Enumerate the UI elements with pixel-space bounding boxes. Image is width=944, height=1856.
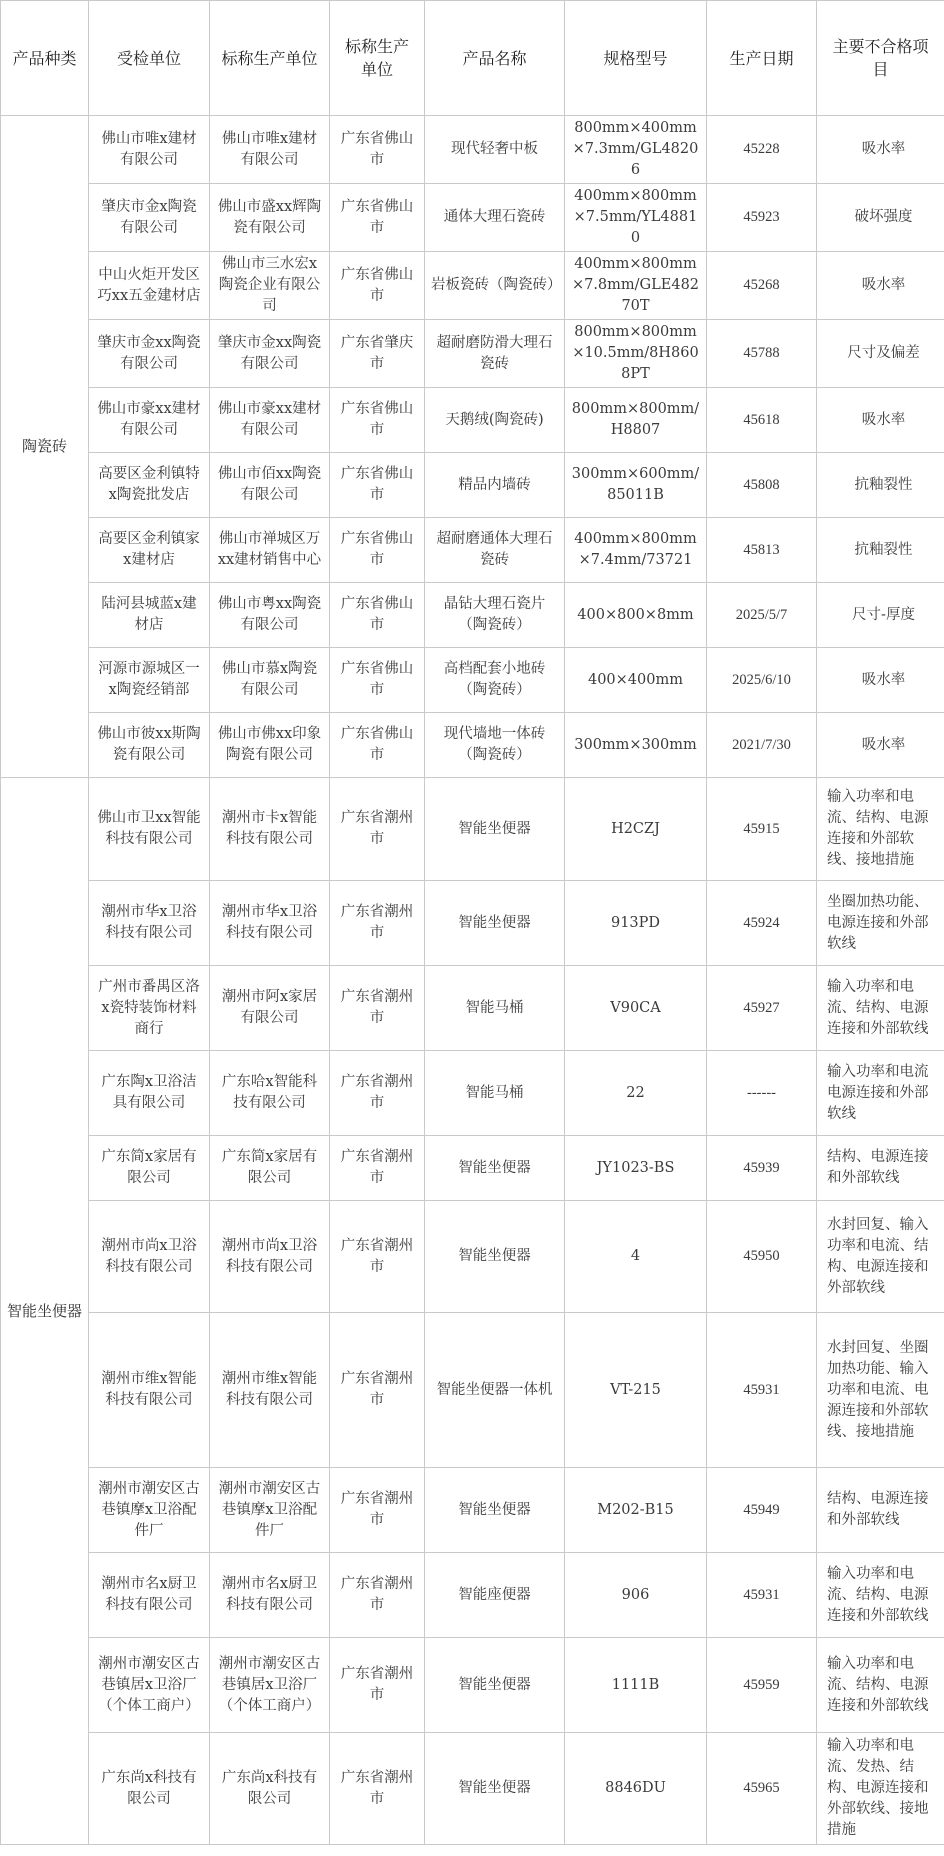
header-cell: 受检单位	[89, 1, 210, 116]
inspected-unit-cell: 高要区金利镇特x陶瓷批发店	[89, 453, 210, 518]
product-name-cell: 通体大理石瓷砖	[425, 184, 565, 252]
defect-items-cell: 结构、电源连接和外部软线	[817, 1136, 944, 1201]
inspected-unit-cell: 高要区金利镇家x建材店	[89, 518, 210, 583]
inspected-unit-cell: 佛山市彼xx斯陶瓷有限公司	[89, 713, 210, 778]
model-spec-cell: H2CZJ	[565, 778, 707, 881]
manufacturer-location-cell: 广东省佛山市	[330, 184, 425, 252]
model-spec-cell: 300mm×600mm/85011B	[565, 453, 707, 518]
defect-items-cell: 结构、电源连接和外部软线	[817, 1468, 944, 1553]
model-spec-cell: 800mm×800mm×10.5mm/8H8608PT	[565, 320, 707, 388]
product-name-cell: 智能座便器	[425, 1553, 565, 1638]
model-spec-cell: V90CA	[565, 966, 707, 1051]
model-spec-cell: 1111B	[565, 1638, 707, 1733]
product-name-cell: 现代墙地一体砖（陶瓷砖）	[425, 713, 565, 778]
inspected-unit-cell: 潮州市潮安区古巷镇居x卫浴厂（个体工商户）	[89, 1638, 210, 1733]
defect-items-cell: 输入功率和电流、发热、结构、电源连接和外部软线、接地措施	[817, 1733, 944, 1845]
table-header-row	[1, 1, 944, 116]
product-name-cell: 岩板瓷砖（陶瓷砖）	[425, 252, 565, 320]
category-cell: 陶瓷砖	[1, 116, 89, 778]
defect-items-cell: 输入功率和电流电源连接和外部软线	[817, 1051, 944, 1136]
claimed-manufacturer-cell: 潮州市尚x卫浴科技有限公司	[210, 1201, 330, 1313]
inspected-unit-cell: 广东陶x卫浴洁具有限公司	[89, 1051, 210, 1136]
defect-items-cell: 尺寸-厚度	[817, 583, 944, 648]
defect-items-cell: 吸水率	[817, 116, 944, 184]
claimed-manufacturer-cell: 潮州市阿x家居有限公司	[210, 966, 330, 1051]
claimed-manufacturer-cell: 潮州市维x智能科技有限公司	[210, 1313, 330, 1468]
table-row	[1, 1136, 944, 1201]
product-name-cell: 智能坐便器	[425, 881, 565, 966]
claimed-manufacturer-cell: 广东哈x智能科技有限公司	[210, 1051, 330, 1136]
claimed-manufacturer-cell: 佛山市三水宏x陶瓷企业有限公司	[210, 252, 330, 320]
inspected-unit-cell: 肇庆市金x陶瓷有限公司	[89, 184, 210, 252]
table-row	[1, 583, 944, 648]
production-date-cell: 45924	[707, 881, 817, 966]
defect-items-cell: 抗釉裂性	[817, 453, 944, 518]
model-spec-cell: 913PD	[565, 881, 707, 966]
manufacturer-location-cell: 广东省佛山市	[330, 713, 425, 778]
production-date-cell: 45923	[707, 184, 817, 252]
model-spec-cell: 400×800×8mm	[565, 583, 707, 648]
model-spec-cell: JY1023-BS	[565, 1136, 707, 1201]
manufacturer-location-cell: 广东省佛山市	[330, 252, 425, 320]
manufacturer-location-cell: 广东省潮州市	[330, 1553, 425, 1638]
claimed-manufacturer-cell: 佛山市盛xx辉陶瓷有限公司	[210, 184, 330, 252]
defect-items-cell: 破坏强度	[817, 184, 944, 252]
table-row	[1, 320, 944, 388]
defect-items-cell: 输入功率和电流、结构、电源连接和外部软线、接地措施	[817, 778, 944, 881]
product-name-cell: 超耐磨通体大理石瓷砖	[425, 518, 565, 583]
model-spec-cell: 400mm×800mm×7.5mm/YL48810	[565, 184, 707, 252]
claimed-manufacturer-cell: 佛山市慕x陶瓷有限公司	[210, 648, 330, 713]
production-date-cell: 45931	[707, 1313, 817, 1468]
production-date-cell: ------	[707, 1051, 817, 1136]
claimed-manufacturer-cell: 潮州市潮安区古巷镇摩x卫浴配件厂	[210, 1468, 330, 1553]
claimed-manufacturer-cell: 佛山市禅城区万xx建材销售中心	[210, 518, 330, 583]
defect-items-cell: 水封回复、坐圈加热功能、输入功率和电流、电源连接和外部软线、接地措施	[817, 1313, 944, 1468]
table-row	[1, 1733, 944, 1845]
production-date-cell: 45939	[707, 1136, 817, 1201]
inspected-unit-cell: 佛山市唯x建材有限公司	[89, 116, 210, 184]
inspected-unit-cell: 陆河县城蓝x建材店	[89, 583, 210, 648]
model-spec-cell: 800mm×400mm×7.3mm/GL48206	[565, 116, 707, 184]
table-row	[1, 453, 944, 518]
defect-items-cell: 尺寸及偏差	[817, 320, 944, 388]
defect-items-cell: 输入功率和电流、结构、电源连接和外部软线	[817, 966, 944, 1051]
table-row	[1, 184, 944, 252]
claimed-manufacturer-cell: 佛山市佰xx陶瓷有限公司	[210, 453, 330, 518]
manufacturer-location-cell: 广东省潮州市	[330, 778, 425, 881]
production-date-cell: 45618	[707, 388, 817, 453]
production-date-cell: 45949	[707, 1468, 817, 1553]
manufacturer-location-cell: 广东省潮州市	[330, 1733, 425, 1845]
defect-items-cell: 吸水率	[817, 713, 944, 778]
table-row	[1, 116, 944, 184]
product-name-cell: 超耐磨防滑大理石瓷砖	[425, 320, 565, 388]
claimed-manufacturer-cell: 广东尚x科技有限公司	[210, 1733, 330, 1845]
claimed-manufacturer-cell: 佛山市豪xx建材有限公司	[210, 388, 330, 453]
product-name-cell: 智能马桶	[425, 1051, 565, 1136]
production-date-cell: 45915	[707, 778, 817, 881]
manufacturer-location-cell: 广东省潮州市	[330, 966, 425, 1051]
defect-items-cell: 水封回复、输入功率和电流、结构、电源连接和外部软线	[817, 1201, 944, 1313]
inspected-unit-cell: 广东简x家居有限公司	[89, 1136, 210, 1201]
model-spec-cell: 22	[565, 1051, 707, 1136]
model-spec-cell: M202-B15	[565, 1468, 707, 1553]
production-date-cell: 2025/6/10	[707, 648, 817, 713]
defect-items-cell: 输入功率和电流、结构、电源连接和外部软线	[817, 1553, 944, 1638]
header-cell: 规格型号	[565, 1, 707, 116]
table-row	[1, 1201, 944, 1313]
production-date-cell: 2025/5/7	[707, 583, 817, 648]
model-spec-cell: 300mm×300mm	[565, 713, 707, 778]
production-date-cell: 45950	[707, 1201, 817, 1313]
inspected-unit-cell: 广东尚x科技有限公司	[89, 1733, 210, 1845]
product-name-cell: 智能坐便器	[425, 1136, 565, 1201]
manufacturer-location-cell: 广东省潮州市	[330, 1313, 425, 1468]
model-spec-cell: 400mm×800mm×7.4mm/73721	[565, 518, 707, 583]
table-row	[1, 648, 944, 713]
production-date-cell: 2021/7/30	[707, 713, 817, 778]
category-cell: 智能坐便器	[1, 778, 89, 1845]
production-date-cell: 45788	[707, 320, 817, 388]
product-name-cell: 智能坐便器	[425, 778, 565, 881]
table-row	[1, 252, 944, 320]
claimed-manufacturer-cell: 佛山市佛xx印象陶瓷有限公司	[210, 713, 330, 778]
inspected-unit-cell: 中山火炬开发区巧xx五金建材店	[89, 252, 210, 320]
manufacturer-location-cell: 广东省佛山市	[330, 116, 425, 184]
header-cell: 产品种类	[1, 1, 89, 116]
defect-items-cell: 坐圈加热功能、电源连接和外部软线	[817, 881, 944, 966]
header-cell: 生产日期	[707, 1, 817, 116]
product-name-cell: 智能坐便器	[425, 1468, 565, 1553]
product-name-cell: 智能马桶	[425, 966, 565, 1051]
claimed-manufacturer-cell: 肇庆市金xx陶瓷有限公司	[210, 320, 330, 388]
production-date-cell: 45228	[707, 116, 817, 184]
production-date-cell: 45927	[707, 966, 817, 1051]
product-name-cell: 智能坐便器一体机	[425, 1313, 565, 1468]
production-date-cell: 45268	[707, 252, 817, 320]
manufacturer-location-cell: 广东省潮州市	[330, 881, 425, 966]
inspected-unit-cell: 潮州市尚x卫浴科技有限公司	[89, 1201, 210, 1313]
table-row	[1, 1553, 944, 1638]
production-date-cell: 45965	[707, 1733, 817, 1845]
manufacturer-location-cell: 广东省佛山市	[330, 648, 425, 713]
defect-items-cell: 抗釉裂性	[817, 518, 944, 583]
manufacturer-location-cell: 广东省潮州市	[330, 1136, 425, 1201]
table-row	[1, 1638, 944, 1733]
table-row	[1, 966, 944, 1051]
inspected-unit-cell: 广州市番禺区洛x瓷特装饰材料商行	[89, 966, 210, 1051]
manufacturer-location-cell: 广东省潮州市	[330, 1468, 425, 1553]
header-cell: 标称生产单位	[330, 1, 425, 116]
manufacturer-location-cell: 广东省肇庆市	[330, 320, 425, 388]
table-row	[1, 1313, 944, 1468]
manufacturer-location-cell: 广东省佛山市	[330, 583, 425, 648]
product-name-cell: 智能坐便器	[425, 1638, 565, 1733]
header-cell: 标称生产单位	[210, 1, 330, 116]
table-row	[1, 1468, 944, 1553]
inspected-unit-cell: 河源市源城区一x陶瓷经销部	[89, 648, 210, 713]
claimed-manufacturer-cell: 潮州市名x厨卫科技有限公司	[210, 1553, 330, 1638]
defect-items-cell: 输入功率和电流、结构、电源连接和外部软线	[817, 1638, 944, 1733]
table-row	[1, 1051, 944, 1136]
production-date-cell: 45931	[707, 1553, 817, 1638]
inspected-unit-cell: 佛山市豪xx建材有限公司	[89, 388, 210, 453]
model-spec-cell: 4	[565, 1201, 707, 1313]
claimed-manufacturer-cell: 佛山市唯x建材有限公司	[210, 116, 330, 184]
inspected-unit-cell: 潮州市潮安区古巷镇摩x卫浴配件厂	[89, 1468, 210, 1553]
manufacturer-location-cell: 广东省潮州市	[330, 1638, 425, 1733]
model-spec-cell: 400×400mm	[565, 648, 707, 713]
model-spec-cell: 800mm×800mm/H8807	[565, 388, 707, 453]
production-date-cell: 45813	[707, 518, 817, 583]
product-name-cell: 天鹅绒(陶瓷砖)	[425, 388, 565, 453]
manufacturer-location-cell: 广东省潮州市	[330, 1201, 425, 1313]
model-spec-cell: 906	[565, 1553, 707, 1638]
table-body	[1, 116, 944, 1845]
manufacturer-location-cell: 广东省佛山市	[330, 518, 425, 583]
inspected-unit-cell: 佛山市卫xx智能科技有限公司	[89, 778, 210, 881]
manufacturer-location-cell: 广东省潮州市	[330, 1051, 425, 1136]
header-cell: 主要不合格项目	[817, 1, 944, 116]
product-name-cell: 智能坐便器	[425, 1201, 565, 1313]
defect-items-cell: 吸水率	[817, 252, 944, 320]
product-name-cell: 智能坐便器	[425, 1733, 565, 1845]
production-date-cell: 45808	[707, 453, 817, 518]
claimed-manufacturer-cell: 潮州市卡x智能科技有限公司	[210, 778, 330, 881]
manufacturer-location-cell: 广东省佛山市	[330, 453, 425, 518]
manufacturer-location-cell: 广东省佛山市	[330, 388, 425, 453]
model-spec-cell: 8846DU	[565, 1733, 707, 1845]
product-name-cell: 晶钻大理石瓷片（陶瓷砖）	[425, 583, 565, 648]
table-row	[1, 388, 944, 453]
product-name-cell: 现代轻奢中板	[425, 116, 565, 184]
model-spec-cell: 400mm×800mm×7.8mm/GLE48270T	[565, 252, 707, 320]
inspected-unit-cell: 潮州市维x智能科技有限公司	[89, 1313, 210, 1468]
product-name-cell: 高档配套小地砖（陶瓷砖）	[425, 648, 565, 713]
inspected-unit-cell: 潮州市名x厨卫科技有限公司	[89, 1553, 210, 1638]
inspected-unit-cell: 肇庆市金xx陶瓷有限公司	[89, 320, 210, 388]
production-date-cell: 45959	[707, 1638, 817, 1733]
claimed-manufacturer-cell: 潮州市华x卫浴科技有限公司	[210, 881, 330, 966]
table-row	[1, 881, 944, 966]
table-row	[1, 713, 944, 778]
table-row	[1, 778, 944, 881]
claimed-manufacturer-cell: 佛山市粤xx陶瓷有限公司	[210, 583, 330, 648]
claimed-manufacturer-cell: 广东简x家居有限公司	[210, 1136, 330, 1201]
defect-items-cell: 吸水率	[817, 388, 944, 453]
table-row	[1, 518, 944, 583]
model-spec-cell: VT-215	[565, 1313, 707, 1468]
claimed-manufacturer-cell: 潮州市潮安区古巷镇居x卫浴厂（个体工商户）	[210, 1638, 330, 1733]
defect-items-cell: 吸水率	[817, 648, 944, 713]
inspected-unit-cell: 潮州市华x卫浴科技有限公司	[89, 881, 210, 966]
header-cell: 产品名称	[425, 1, 565, 116]
product-name-cell: 精品内墙砖	[425, 453, 565, 518]
